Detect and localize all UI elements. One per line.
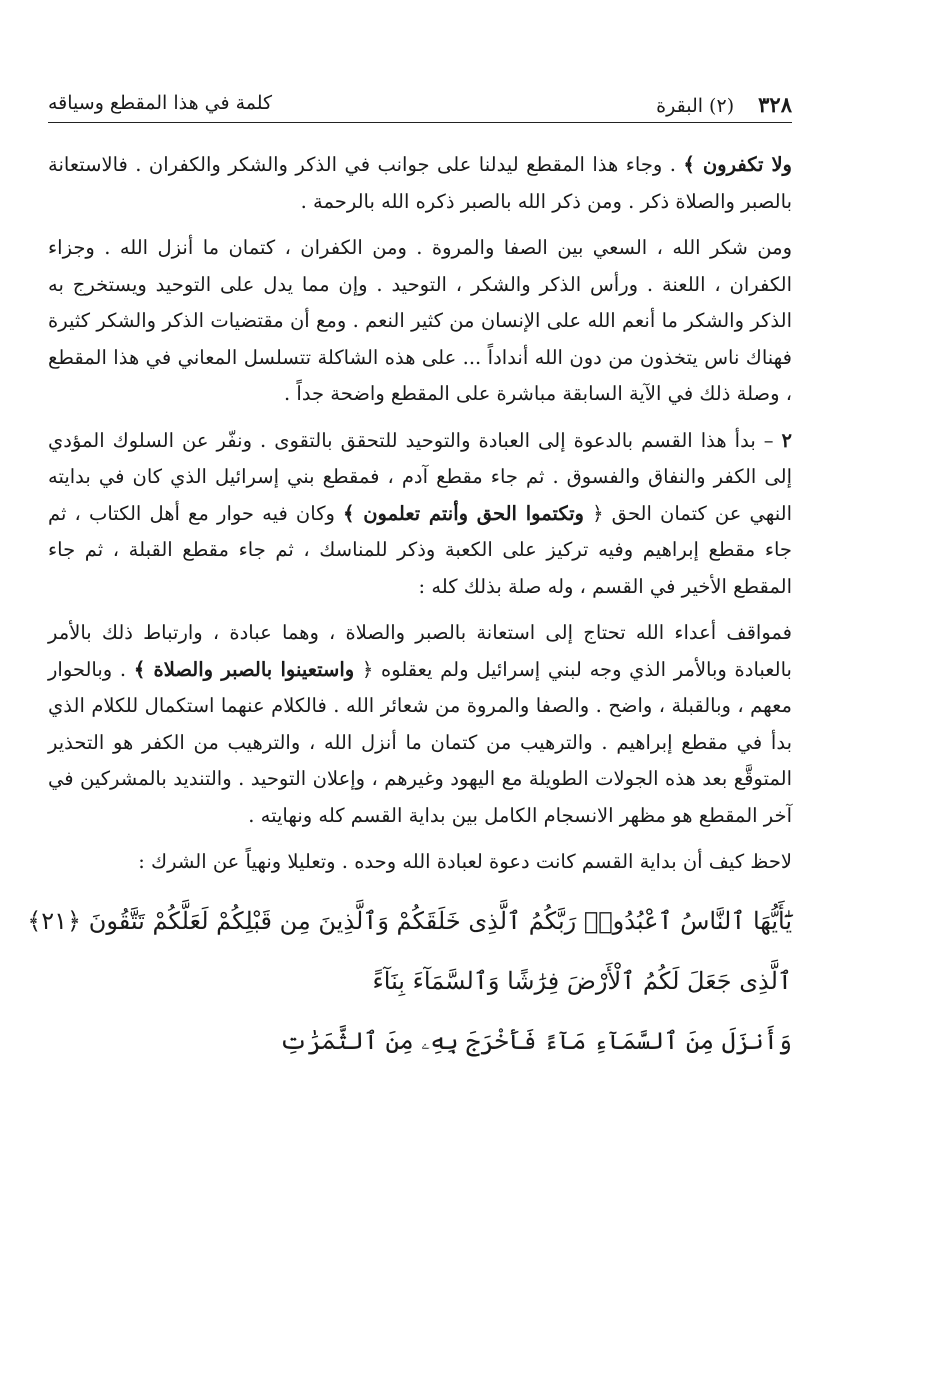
quran-verse bbox=[27, 891, 792, 1071]
paragraph-text: فمواقف أعداء الله تحتاج إلى استعانة بالصبر والصلاة ، وهما عبادة ، وارتباط ذلك بالأمر بالعبادة وبالأمر الذي وجه لبني إسرائيل ولم يعقلوه ﴿ bbox=[48, 621, 792, 681]
header-right bbox=[656, 92, 792, 117]
paragraph-text: لاحظ كيف أن بداية القسم كانت دعوة لعبادة الله وحده . وتعليلا ونهياً عن الشرك : bbox=[138, 850, 792, 873]
bold-quote: وتكتموا الحق وأنتم تعلمون ﴾ bbox=[343, 501, 584, 525]
item-number: ٢ bbox=[781, 428, 792, 452]
page-number: ٣٢٨ bbox=[758, 92, 792, 117]
paragraph-text: . وبالحوار معهم ، وبالقبلة ، واضح . والصفا والمروة من شعائر الله . فالكلام عنهما استكمال للكلام الذي بدأ في مقطع إبراهيم . والترهيب من كتمان ما أنزل الله ، والترهيب من الكفر هو التحذير المتوقَّع بعد هذه الجولات الطويلة مع اليهود وغيرهم ، وإعلان التوحيد . والتنديد بالمشركين في آخر المقطع هو مظهر الانسجام الكامل بين بداية القسم كله ونهايته . bbox=[48, 657, 792, 827]
verse-line: وَأَنزَلَ مِنَ ٱلسَّمَآءِ مَآءً فَأَخْرَجَ بِهِۦ مِنَ ٱلثَّمَرَٰتِ bbox=[279, 1026, 792, 1055]
paragraph-text: ومن شكر الله ، السعي بين الصفا والمروة . ومن الكفران ، كتمان ما أنزل الله . وجزاء الكفران ، اللعنة . ورأس الذكر والشكر ، التوحيد . وإن مما يدل على التوحيد ويستخرج به الذكر والشكر ما أنعم الله على الإنسان من كثير النعم . ومع أن مقتضيات الذكر والشكر كثيرة فهناك ناس يتخذون من دون الله أنداداً ... على هذه الشاكلة تتسلسل المعاني في هذا المقطع ، وصلة ذلك في الآية السابقة مباشرة على المقطع واضحة جداً . bbox=[48, 236, 792, 405]
paragraph-text: – بدأ هذا القسم بالدعوة إلى العبادة والتوحيد للتحقق بالتقوى . ونفّر عن السلوك المؤدي إلى الكفر والنفاق والفسوق . ثم جاء مقطع آدم ، فمقطع بني إسرائيل الذي كان في بدايته النهي عن كتمان الحق ﴿ bbox=[48, 428, 792, 525]
paragraph-text: وكان فيه حوار مع أهل الكتاب ، ثم جاء مقطع إبراهيم وفيه تركيز على الكعبة وذكر للمناسك ، ثم جاء مقطع القبلة ، ثم جاء المقطع الأخير في القسم ، وله صلة بذلك كله : bbox=[48, 501, 792, 598]
verse-line: يَٰٓأَيُّهَا ٱلنَّاسُ ٱعْبُدُوا۟ رَبَّكُمُ ٱلَّذِى خَلَقَكُمْ وَٱلَّذِينَ مِن قَبْلِكُمْ لَعَلَّكُمْ تَتَّقُونَ ﴿٢١﴾ bbox=[27, 906, 792, 935]
section-title: كلمة في هذا المقطع وسياقه bbox=[48, 92, 273, 114]
verse-line: ٱلَّذِى جَعَلَ لَكُمُ ٱلْأَرْضَ فِرَٰشًا وَٱلسَّمَآءَ بِنَآءً bbox=[372, 966, 792, 995]
paragraph-1 bbox=[48, 147, 792, 220]
surah-name: (٢) البقرة bbox=[656, 95, 735, 117]
paragraph-text: . وجاء هذا المقطع ليدلنا على جوانب في الذكر والشكر والكفران . فالاستعانة بالصبر والصلاة ذكر . ومن ذكر الله بالصبر ذكره الله بالرحمة . bbox=[48, 153, 792, 213]
running-header bbox=[48, 88, 792, 123]
paragraph-3 bbox=[48, 423, 792, 606]
paragraph-4 bbox=[48, 615, 792, 834]
paragraph-5 bbox=[48, 844, 792, 881]
page bbox=[27, 88, 792, 1071]
bold-quote: واستعينوا بالصبر والصلاة ﴾ bbox=[133, 657, 355, 681]
body-text bbox=[27, 147, 792, 1071]
paragraph-2 bbox=[48, 230, 792, 413]
bold-quote: ولا تكفرون ﴾ bbox=[683, 153, 792, 176]
